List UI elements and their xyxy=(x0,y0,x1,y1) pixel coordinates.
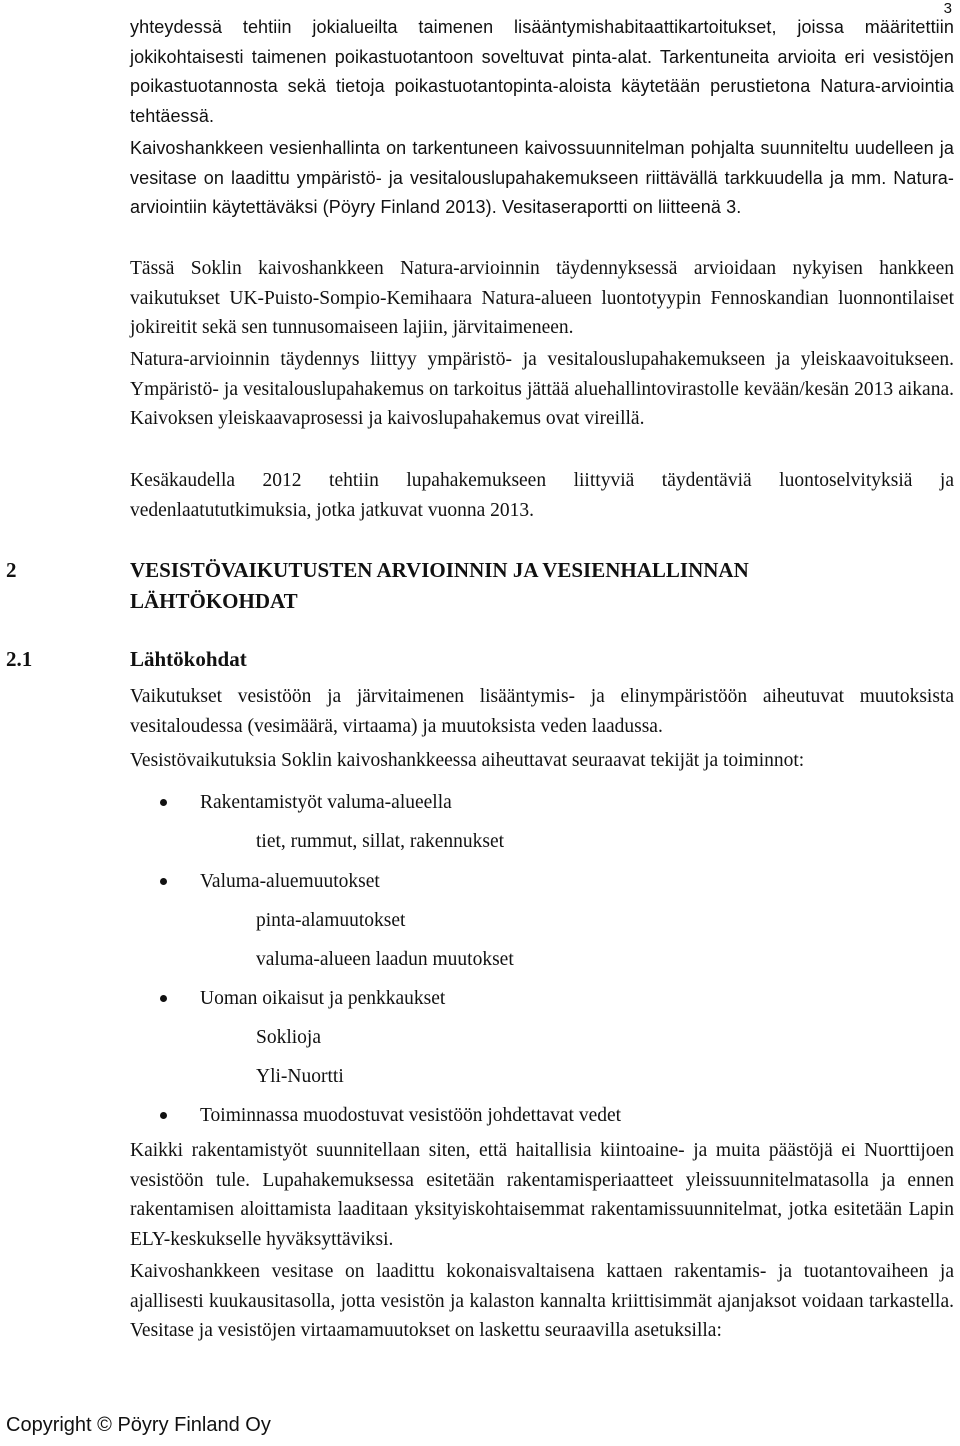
list-item-label: Valuma-aluemuutokset xyxy=(200,871,380,892)
footer-copyright: Copyright © Pöyry Finland Oy xyxy=(6,1414,271,1436)
section-number: 2 xyxy=(6,558,17,582)
page-number: 3 xyxy=(943,0,952,17)
paragraph-natura-assessment: Tässä Soklin kaivoshankkeen Natura-arvioinnin täydennyksessä arvioidaan nykyisen hankkeen vaikutukset UK-Puisto-Sompio-Kemihaara Natura-alueen luontotyypin Fennoskandian luonnontilaiset jokireitit sekä sen tunnusomaiseen lajiin, järvitaimeneen. xyxy=(130,258,954,338)
section-heading-2 xyxy=(6,555,749,613)
section-title: VESISTÖVAIKUTUSTEN ARVIOINNIN JA VESIENHALLINNAN LÄHTÖKOHDAT xyxy=(130,558,749,613)
paragraph-impacts: Vaikutukset vesistöön ja järvitaimenen lisääntymis- ja elinympäristöön aiheutuvat muutoksista vesitaloudessa (vesimäärä, virtaama) ja muutoksista veden laadussa. xyxy=(130,686,954,737)
paragraph-summer-surveys: Kesäkaudella 2012 tehtiin lupahakemukseen liittyviä täydentäviä luontoselvityksiä ja vedenlaatututkimuksia, jotka jatkuvat vuonna 2013. xyxy=(130,470,954,521)
section-title: Lähtökohdat xyxy=(130,647,247,671)
section-number: 2.1 xyxy=(6,647,33,671)
paragraph-intro: yhteydessä tehtiin jokialueilta taimenen lisääntymishabitaattikartoitukset, joissa määritettiin jokikohtaisesti taimenen poikastuotantoon soveltuvat pinta-alat. Tarkentuneita arvioita eri vesistöjen poikastuotannosta sekä tietoja poikastuotantopinta-aloista käytetään perustietona Natura-arviointia tehtäessä. xyxy=(130,17,954,126)
list-item-label: Uoman oikaisut ja penkkaukset xyxy=(200,988,446,1009)
paragraph-water-balance: Kaivoshankkeen vesitase on laadittu kokonaisvaltaisena kattaen rakentamis- ja tuotantovaiheen ja ajallisesti kuukausitasolla, jotta vesistön ja kalaston kannalta kriittisimmät ajanjaksot voidaan tarkastella. Vesitase ja vesistöjen virtaamamuutokset on laskettu seuraavilla asetuksilla: xyxy=(130,1261,954,1341)
sub-list-item: tiet, rummut, sillat, rakennukset xyxy=(256,831,505,852)
paragraph-water-management: Kaivoshankkeen vesienhallinta on tarkentuneen kaivossuunnitelman pohjalta suunniteltu uudelleen ja vesitase on laadittu ympäristö- ja vesitalouslupahakemukseen riittävällä tarkkuudella ja mm. Natura-arviointiin käytettäväksi (Pöyry Finland 2013). Vesitaseraportti on liitteenä 3. xyxy=(130,138,954,217)
sub-list-item: pinta-alamuutokset xyxy=(256,910,406,931)
bullet-icon xyxy=(160,799,167,806)
bullet-icon xyxy=(160,995,167,1002)
paragraph-construction: Kaikki rakentamistyöt suunnitellaan siten, että haitallisia kiintoaine- ja muita päästöjä ei Nuorttijoen vesistöön tule. Lupahakemuksessa esitetään rakentamisperiaatteet yleissuunnitelmatasolla ja ennen rakentamisen aloittamista laaditaan yksityiskohtaisemmat rakentamissuunnitelmat, jotka esitetään Lapin ELY-keskukselle hyväksyttäviksi. xyxy=(130,1140,954,1250)
list-item-label: Rakentamistyöt valuma-alueella xyxy=(200,792,452,813)
sub-list-item: Soklioja xyxy=(256,1027,322,1048)
bullet-icon xyxy=(160,878,167,885)
sub-list-item: valuma-alueen laadun muutokset xyxy=(256,949,514,970)
paragraph-permit-application: Natura-arvioinnin täydennys liittyy ympäristö- ja vesitalouslupahakemukseen ja yleiskaavoitukseen. Ympäristö- ja vesitalouslupahakemus on tarkoitus jättää aluehallintovirastolle kevään/kesän 2013 aikana. Kaivoksen yleiskaavaprosessi ja kaivoslupahakemus ovat vireillä. xyxy=(130,349,954,429)
sub-list-item: Yli-Nuortti xyxy=(256,1066,344,1087)
section-heading-2-1 xyxy=(6,644,247,675)
paragraph-factors-intro: Vesistövaikutuksia Soklin kaivoshankkeessa aiheuttavat seuraavat tekijät ja toiminnot: xyxy=(130,750,805,771)
list-item-label: Toiminnassa muodostuvat vesistöön johdettavat vedet xyxy=(200,1105,622,1126)
bullet-icon xyxy=(160,1112,167,1119)
